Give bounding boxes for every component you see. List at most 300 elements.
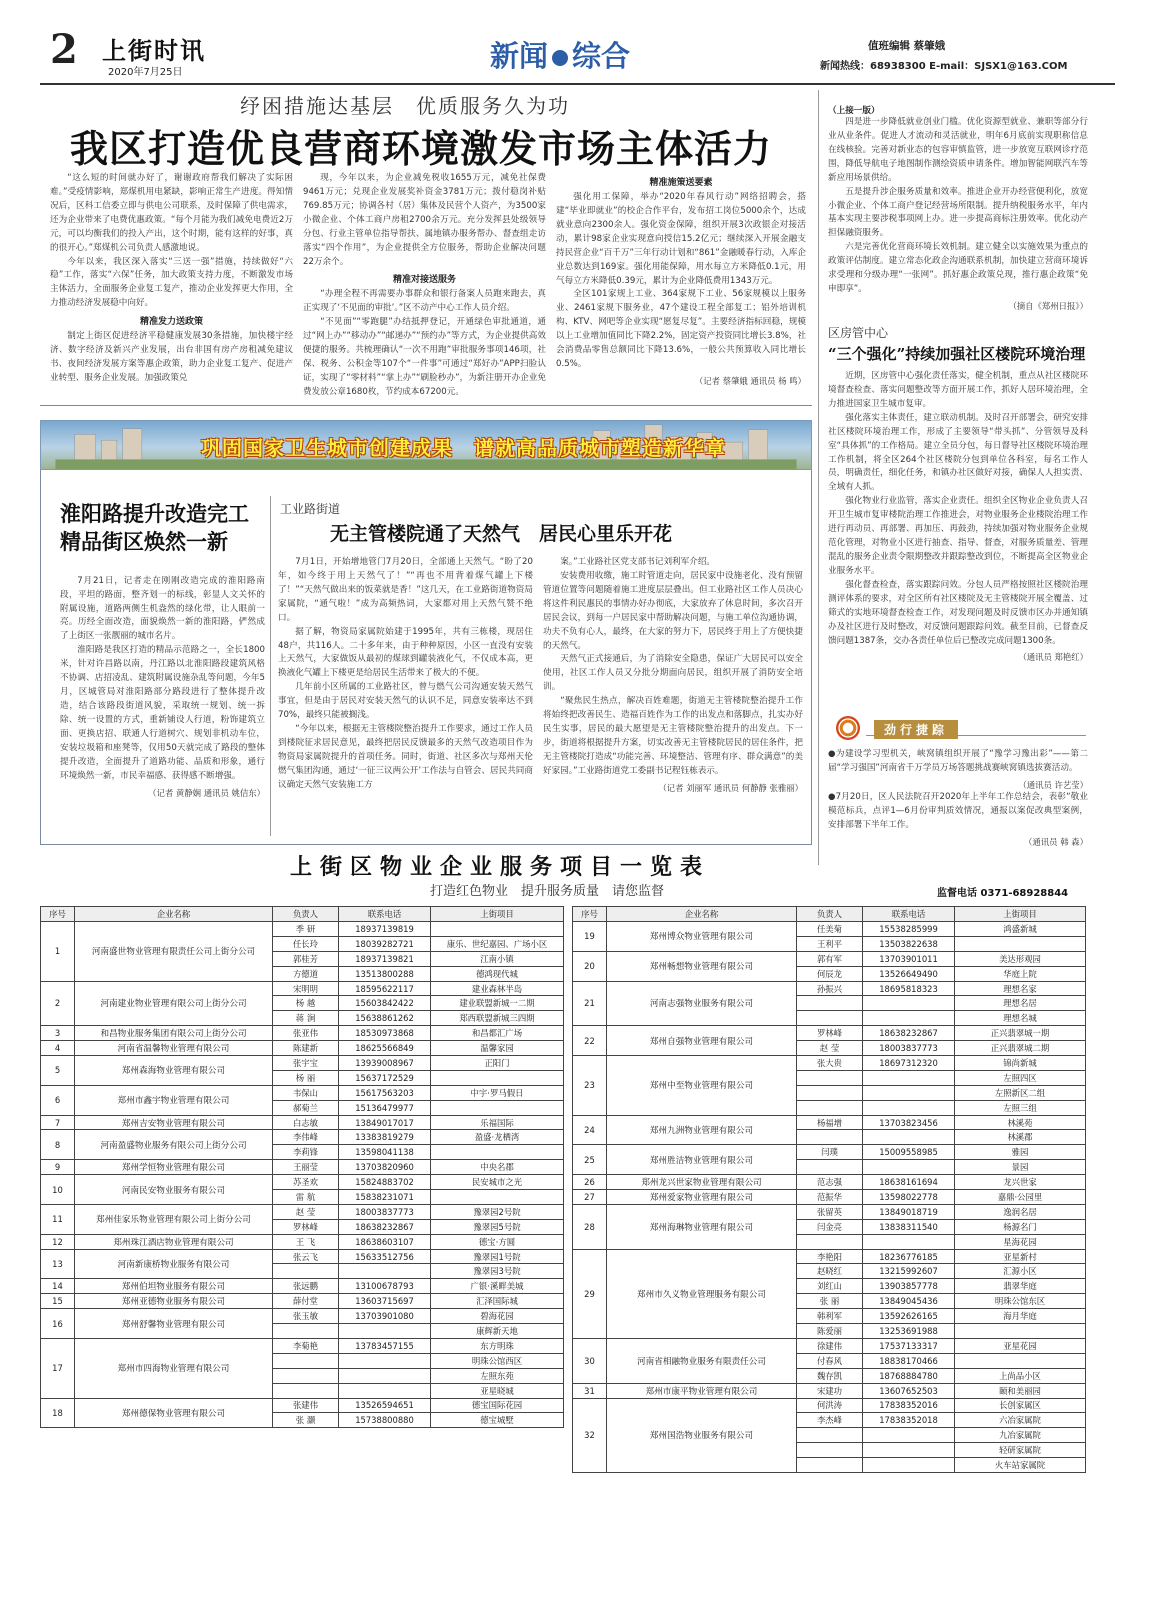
- section-name-b: 综合: [572, 39, 631, 73]
- project-name: 建业森林半岛: [431, 981, 564, 996]
- manager-name: 李杰峰: [797, 1413, 863, 1428]
- project-name: 德宝国际花园: [431, 1398, 564, 1413]
- row-index: 31: [573, 1383, 607, 1398]
- contact-phone: 18838170466: [863, 1353, 955, 1368]
- property-table-right: [572, 906, 1086, 1473]
- lead-c2-paragraphs: [303, 172, 546, 269]
- contact-phone: 13903857778: [863, 1279, 955, 1294]
- manager-name: 闫璞: [797, 1145, 863, 1160]
- contact-phone: 13939008967: [339, 1056, 431, 1071]
- project-name: 中宇·罗马假日: [431, 1085, 564, 1100]
- story3-tag: 工业路街道: [280, 502, 341, 516]
- row-index: 25: [573, 1145, 607, 1175]
- contact-phone: [863, 1443, 955, 1458]
- contact-phone: 13100678793: [339, 1279, 431, 1294]
- project-name: 江南小镇: [431, 951, 564, 966]
- paragraph: 据了解，物资局家属院始建于1995年，共有三栋楼，现居住48户，共116人。二十多年来，由于种种原因，小区一直没有安装上天然气，大家做饭从最初的煤球到罐装液化气，不仅成本高，更换液化气罐上下楼更是给居民生活带来了极大的不便。: [278, 626, 533, 679]
- paragraph: 几年前小区所属的工业路社区，曾与燃气公司沟通安装天然气事宜，但是由于居民对安装天然气的认识不足，同意安装率达不到70%，最终只能被搁浅。: [278, 682, 533, 721]
- housing-paragraphs: [828, 370, 1088, 648]
- manager-name: 李艳阳: [797, 1249, 863, 1264]
- header-index: 序号: [573, 907, 607, 922]
- project-name: 林溪苑: [955, 1115, 1086, 1130]
- manager-name: 付春风: [797, 1353, 863, 1368]
- lead-c1-paragraphs: [50, 172, 293, 311]
- project-name: 正兴翡翠城一期: [955, 1026, 1086, 1041]
- contact-phone: 13703901080: [339, 1309, 431, 1324]
- contact-phone: 13703820960: [339, 1160, 431, 1175]
- manager-name: 罗林峰: [797, 1026, 863, 1041]
- lead-kicker: 纾困措施达基层 优质服务久为功: [240, 94, 570, 118]
- jxjz-briefs: [828, 748, 1088, 848]
- paragraph: 近期，区房管中心强化责任落实，健全机制，重点从社区楼院环境督查检查、落实问题整改等方面开展工作，抓好人居环境治理，全力推进国家卫生城市复审。: [828, 371, 1088, 409]
- row-index: 14: [41, 1279, 75, 1294]
- manager-name: 韩利军: [797, 1309, 863, 1324]
- paragraph: 7月1日，开始增地管门7月20日，全部通上天然气。“盼了20年，如今终于用上天然气了！”“再也不用背着煤气罐上下楼了！”“天然气做出来的饭菜就是香！”这几天，在工业路街道物资局家属院，“通气啦！”成为高频热词，大家都对用上天然气赞不绝口。: [278, 557, 533, 623]
- lead-subhead-factors: 精准施策送要素: [649, 178, 713, 188]
- project-name: [431, 1190, 564, 1205]
- contact-phone: 18638603107: [339, 1234, 431, 1249]
- header-project: 上街项目: [431, 907, 564, 922]
- table-row: [41, 1249, 564, 1264]
- contact-phone: 18039282721: [339, 936, 431, 951]
- contact-phone: 18638161694: [863, 1175, 955, 1190]
- contact-phone: 15738800880: [339, 1413, 431, 1428]
- project-name: 上尚品小区: [955, 1368, 1086, 1383]
- lead-column-2: [303, 172, 546, 402]
- contact-phone: [339, 1324, 431, 1339]
- company-name: 郑州佳家乐物业管理有限公司上街分公司: [75, 1204, 273, 1234]
- paragraph: 四是进一步降低就业创业门槛。优化资源型就业、兼职等部分行业从业条件。促进人才流动和灵活就业，明年6月底前实现职称信息在线核验。完善对新业态的包容审慎监管，进一步放宽互联网诊疗范围，降低导航电子地图制作测绘资质申请条件。增加智能网联汽车等新应用场景供给。: [828, 117, 1088, 183]
- contact-phone: [863, 1428, 955, 1443]
- contact-phone: 13598022778: [863, 1190, 955, 1205]
- project-name: 豫翠园1号院: [431, 1249, 564, 1264]
- contact-phone: [863, 1234, 955, 1249]
- hygiene-banner: [40, 420, 812, 470]
- project-name: 温馨家园: [431, 1041, 564, 1056]
- table-row: [41, 981, 564, 996]
- paragraph: 制定上街区促进经济平稳健康发展30条措施，加快楼宇经济、数字经济及新兴产业发展，出台非国有房产房租减免建议书、夜间经济发展方案等惠企政策，助力企业复工复产、促进产业转型、服务企业发展。加强政策兑: [50, 331, 293, 383]
- manager-name: 张云飞: [273, 1249, 339, 1264]
- lead-column-3: [556, 172, 806, 404]
- contact-phone: 15009558985: [863, 1145, 955, 1160]
- contact-phone: 15633512756: [339, 1249, 431, 1264]
- project-name: 明珠公馆西区: [431, 1353, 564, 1368]
- contact-phone: 15603842422: [339, 996, 431, 1011]
- company-name: 郑州市四海物业管理有限公司: [75, 1338, 273, 1398]
- project-name: [955, 1353, 1086, 1368]
- manager-name: 李伟峰: [273, 1130, 339, 1145]
- project-name: 鸿盛新城: [955, 922, 1086, 937]
- row-index: 27: [573, 1190, 607, 1205]
- row-index: 6: [41, 1085, 75, 1115]
- story3-column-1: [278, 556, 533, 841]
- contact-phone: 18003837773: [339, 1204, 431, 1219]
- table-header-row: [573, 907, 1086, 922]
- issue-date: 2020年7月25日: [108, 67, 183, 78]
- project-name: 六冶家属院: [955, 1413, 1086, 1428]
- project-name: 锦尚新城: [955, 1056, 1086, 1071]
- manager-name: [797, 1443, 863, 1458]
- table-row: [573, 1145, 1086, 1160]
- project-name: 轻研家属院: [955, 1443, 1086, 1458]
- table-row: [41, 1130, 564, 1145]
- jxjz-byline-2: （通讯员 韩 森）: [1024, 836, 1088, 847]
- contact-phone: 13783457155: [339, 1338, 431, 1353]
- project-name: 建业联盟新城一二期: [431, 996, 564, 1011]
- jxjz-header: [836, 716, 1086, 740]
- contact-phone: 13849045436: [863, 1294, 955, 1309]
- huaiyang-headline-line2: 精品街区焕然一新: [60, 529, 228, 555]
- manager-name: 薛付堂: [273, 1294, 339, 1309]
- manager-name: 陈建新: [273, 1041, 339, 1056]
- manager-name: 王利平: [797, 936, 863, 951]
- contact-phone: 13526649490: [863, 966, 955, 981]
- header-index: 序号: [41, 907, 75, 922]
- company-name: 郑州胜洁物业管理有限公司: [607, 1145, 797, 1175]
- section-name-a: 新闻: [490, 39, 549, 73]
- table-row: [573, 1056, 1086, 1071]
- manager-name: 苏圣欢: [273, 1175, 339, 1190]
- contact-phone: 18625566849: [339, 1041, 431, 1056]
- manager-name: 白志敏: [273, 1115, 339, 1130]
- company-name: 河南盛世物业管理有限责任公司上街分公司: [75, 922, 273, 982]
- property-table-left: [40, 906, 564, 1428]
- row-index: 7: [41, 1115, 75, 1130]
- contact-phone: 18768884780: [863, 1368, 955, 1383]
- project-name: [431, 1070, 564, 1085]
- project-name: 理想名城: [955, 1011, 1086, 1026]
- table-row: [41, 1175, 564, 1190]
- company-name: 郑州畅想物业管理有限公司: [607, 951, 797, 981]
- company-name: 郑州亚德物业服务有限公司: [75, 1294, 273, 1309]
- contact-phone: 13703823456: [863, 1115, 955, 1130]
- lead-subhead-service: 精准对接送服务: [392, 275, 456, 286]
- project-name: 华庭上院: [955, 966, 1086, 981]
- jxjz-brief-2: ●7月20日，区人民法院召开2020年上半年工作总结会，表彰“敬业模范标兵，点评1—6月份审判质效情况，通报以案促改典型案例，安排部署下半年工作。: [828, 791, 1088, 830]
- table-subtitle: 打造红色物业 提升服务质量 请您监督: [430, 884, 665, 899]
- paragraph: “不见面”“零跑腿”办结抵押登记，开通绿色审批通道，通过“网上办”“移动办”“邮递办”“预约办”等方式，为企业提供高效便捷的服务。共梳理确认“一次不用跑”审批服务事项146项，社保、税务、公积金等107个“一件事”可通过“郑好办”APP扫脸认证，实现了“零材料”“掌上办”“刷脸秒办”，为新注册开办企业免费发放公章1680枚，节约成本67200元。: [303, 317, 546, 397]
- table-row: [573, 981, 1086, 996]
- contact-phone: 15637172529: [339, 1070, 431, 1085]
- manager-name: 方德道: [273, 966, 339, 981]
- manager-name: 徐建伟: [797, 1338, 863, 1353]
- contact-phone: 17537133317: [863, 1338, 955, 1353]
- contact-phone: [339, 1353, 431, 1368]
- paragraph: 安装费用收缴，施工时管道走向，居民家中设施老化、没有预留管道位置等问题随着施工进度层层叠出。但工业路社区工作人员决心将这件利民惠民的事情办好办彻底，大家放弃了休息时间，多次召开居民会议，到每一户居民家中帮助解决问题，与施工单位沟通协调，功夫不负有心人，最终，在大家的努力下，居民终于用上了方便快捷的天然气。: [543, 570, 803, 651]
- contact-phone: 13513800288: [339, 966, 431, 981]
- table-row: [41, 1234, 564, 1249]
- company-name: 郑州海琳物业管理有限公司: [607, 1204, 797, 1249]
- company-name: 郑州珠江酒店物业管理有限公司: [75, 1234, 273, 1249]
- contact-phone: 18595622117: [339, 981, 431, 996]
- housing-article: [828, 318, 1088, 710]
- row-index: 20: [573, 951, 607, 981]
- project-name: 乐福国际: [431, 1115, 564, 1130]
- manager-name: 任长玲: [273, 936, 339, 951]
- paragraph: 淮阳路是我区打造的精品示范路之一，全长1800米，针对许昌路以南，丹江路以北淮阳路段建筑风格不协调、店招凌乱、建筑附属设施杂乱等问题，今年5月，区城管局对淮阳路部分路段进行了整体提升改造，结合该路段街道风貌，采取统一规划、统一拆除、统一设置的方式，重新铺设人行道，粉饰建筑立面、更换店招、联通人行道树穴、规划非机动车位，安装垃圾箱和座凳等，仅用50天就完成了路段的整体提升改造，全面提升了道路功能、品质和形象，通行环境焕然一新，市民幸福感、获得感不断增强。: [60, 645, 265, 781]
- manager-name: 闫金亮: [797, 1219, 863, 1234]
- project-name: 林溪郡: [955, 1130, 1086, 1145]
- manager-name: 杨 越: [273, 996, 339, 1011]
- contact-phone: 15617563203: [339, 1085, 431, 1100]
- row-index: 30: [573, 1338, 607, 1383]
- contact-phone: 15136479977: [339, 1100, 431, 1115]
- company-name: 郑州龙兴世家物业管理有限公司: [607, 1175, 797, 1190]
- lead-c1b-paragraphs: [50, 330, 293, 386]
- table-row: [41, 1279, 564, 1294]
- contact-phone: 15538285999: [863, 922, 955, 937]
- company-name: 郑州中至物业管理有限公司: [607, 1056, 797, 1116]
- manager-name: [273, 1324, 339, 1339]
- contact-phone: 13607652503: [863, 1383, 955, 1398]
- company-name: 河南新康桥物业服务有限公司: [75, 1249, 273, 1279]
- manager-name: 李莉锋: [273, 1145, 339, 1160]
- project-name: [431, 1100, 564, 1115]
- lead-column-1: [50, 172, 293, 402]
- table-row: [573, 1026, 1086, 1041]
- project-name: 亚星晓城: [431, 1383, 564, 1398]
- company-name: 郑州市鑫宇物业管理有限公司: [75, 1085, 273, 1115]
- right-column-rule: [818, 90, 819, 865]
- paragraph: 六是完善优化营商环境长效机制。建立健全以实施效果为重点的政策评估制度。建立常态化政企沟通联系机制，加快建立营商环境诉求受理和分级办理“一张网”。抓好惠企政策兑现，推行惠企政策“免申即享”。: [828, 242, 1088, 295]
- paper-name: 上街时讯: [102, 36, 206, 65]
- manager-name: [797, 1458, 863, 1473]
- project-name: 郑西联盟新城三四期: [431, 1011, 564, 1026]
- contact-phone: 18530973868: [339, 1026, 431, 1041]
- manager-name: 宋明明: [273, 981, 339, 996]
- project-name: [431, 1145, 564, 1160]
- huaiyang-headline-line1: 淮阳路提升改造完工: [60, 501, 249, 526]
- contact-phone: 18638232867: [863, 1026, 955, 1041]
- company-name: 河南民安物业服务有限公司: [75, 1175, 273, 1205]
- header-company: 企业名称: [75, 907, 273, 922]
- manager-name: 张大贵: [797, 1056, 863, 1071]
- contact-phone: 13526594651: [339, 1398, 431, 1413]
- project-name: 左照东苑: [431, 1368, 564, 1383]
- company-name: 郑州博众物业管理有限公司: [607, 922, 797, 952]
- jxjz-title: 劲行捷踪: [874, 720, 958, 739]
- project-name: [955, 936, 1086, 951]
- contact-phone: 18695818323: [863, 981, 955, 996]
- row-index: 29: [573, 1249, 607, 1338]
- project-name: 豫翠园2号院: [431, 1204, 564, 1219]
- contact-phone: 18638232867: [339, 1219, 431, 1234]
- huaiyang-road-article: [60, 500, 265, 840]
- table-row: [573, 951, 1086, 966]
- manager-name: 范振华: [797, 1190, 863, 1205]
- paragraph: “办理全程不再需要办事群众和银行备案人员跑来跑去，真正实现了‘不见面的审批’。”区不动产中心工作人员介绍。: [303, 289, 546, 314]
- table-row: [41, 1056, 564, 1071]
- paragraph: 天然气正式接通后，为了消除安全隐患，保证广大居民可以安全使用，社区工作人员又分批分期面向居民，组织开展了消防安全培训。: [543, 654, 803, 693]
- contact-phone: 13849018719: [863, 1204, 955, 1219]
- paragraph: 现，今年以来，为企业减免税收1655万元，减免社保费9461万元；兑现企业发展奖补资金3781万元；拨付稳岗补贴769.85万元；协调各村（居）集体及民营个人资产，为3500家小微企业、个体工商户房租2700余万元。充分发挥县处级领导分包、行业主管单位指导帮扶、属地镇办服务帮办、督查组走访落实“四个作用”，为企业提供全方位服务，帮助企业解决问题22万余个。: [303, 173, 546, 267]
- project-name: 康辉新天地: [431, 1324, 564, 1339]
- lead-c2b-paragraphs: [303, 288, 546, 399]
- row-index: 3: [41, 1026, 75, 1041]
- table-header-row: [41, 907, 564, 922]
- table-row: [41, 1398, 564, 1413]
- manager-name: [797, 996, 863, 1011]
- lead-headline: 我区打造优良营商环境激发市场主体活力: [70, 126, 773, 171]
- project-name: 亚星花园: [955, 1338, 1086, 1353]
- row-index: 18: [41, 1398, 75, 1428]
- project-name: 康乐、世纪嘉园、广场小区: [431, 936, 564, 951]
- jxjz-byline-1: （通讯员 许艺莹）: [1018, 779, 1088, 790]
- manager-name: [273, 1368, 339, 1383]
- contact-phone: [863, 1070, 955, 1085]
- manager-name: [797, 1160, 863, 1175]
- company-name: 郑州九洲物业管理有限公司: [607, 1115, 797, 1145]
- manager-name: 赵晓红: [797, 1264, 863, 1279]
- right-r1-source: （摘自《郑州日报》）: [1008, 300, 1088, 311]
- project-name: 左照四区: [955, 1070, 1086, 1085]
- contact-phone: 18003837773: [863, 1041, 955, 1056]
- project-name: 正兴翡翠城二期: [955, 1041, 1086, 1056]
- header-company: 企业名称: [607, 907, 797, 922]
- manager-name: [797, 1130, 863, 1145]
- paragraph: 强化落实主体责任，建立联动机制。及时召开部署会，研究安排社区楼院环境治理工作，形成了主要领导“带头抓”、分管领导及科室“具体抓”的工作格局。建立全员分包，每日督导社区楼院环境治理工作机制，将全区264个社区楼院分包到单位各科室，每名工作人员，明确责任，细化任务，和镇办社区做好对接，确保人人担实责、全域有人抓。: [828, 412, 1088, 493]
- paragraph: 强化物业行业监管，落实企业责任。组织全区物业企业负责人召开卫生城市复审楼院治理工作推进会，对物业服务企业楼院治理工作进行再动员、再部署、再加压、再鼓劲，持续加强对物业服务企业规范化管理，对物业小区进行抽查、指导、督查，对服务质量差、管理混乱的服务企业责令限期整改并跟踪整改到位，不断提高全区物业企业服务水平。: [828, 496, 1088, 576]
- contact-phone: 13603715697: [339, 1294, 431, 1309]
- huaiyang-byline: （记者 黄静娴 通讯员 姚佶东）: [148, 787, 265, 798]
- row-index: 19: [573, 922, 607, 952]
- paragraph: 案。”工业路社区党支部书记刘利军介绍。: [560, 557, 716, 567]
- project-name: 亚星新村: [955, 1249, 1086, 1264]
- table-row: [573, 1190, 1086, 1205]
- manager-name: 孙振兴: [797, 981, 863, 996]
- table-row: [41, 1085, 564, 1100]
- row-index: 5: [41, 1056, 75, 1086]
- contact-phone: [863, 1085, 955, 1100]
- contact-phone: 15838231071: [339, 1190, 431, 1205]
- project-name: 汇泽国际城: [431, 1294, 564, 1309]
- project-name: 美达形观园: [955, 951, 1086, 966]
- row-index: 12: [41, 1234, 75, 1249]
- manager-name: 王 飞: [273, 1234, 339, 1249]
- paragraph: 强化用工保障，举办“2020年春风行动”网络招聘会，搭建“毕业即就业”的校企合作平台，发布招工岗位5000余个，达成就业意向2300余人。强化资金保障，组织开展3次政银企对接活动，累计98家企业实现意向授信15.2亿元；继续深入开展金融支持民营企业“百千万”三年行动计划和“861”金融暖春行动，入库企业总数达到169家。强化用能保障，用水每立方米降低0.1元，用气每立方米降低0.39元，累计为企业降低费用1343万元。: [556, 192, 806, 286]
- row-index: 4: [41, 1041, 75, 1056]
- project-name: 和昌都汇广场: [431, 1026, 564, 1041]
- project-name: 星海花园: [955, 1234, 1086, 1249]
- contact-phone: 15824883702: [339, 1175, 431, 1190]
- project-name: 翡翠华庭: [955, 1279, 1086, 1294]
- table-row: [573, 1398, 1086, 1413]
- row-index: 1: [41, 922, 75, 982]
- contact-phone: 13849017017: [339, 1115, 431, 1130]
- project-name: 九冶家属院: [955, 1428, 1086, 1443]
- paragraph: “这么短的时间就办好了，谢谢政府帮我们解决了实际困难。”受疫情影响，郑煤机用电紧缺，影响正常生产进度。得知情况后，区科工信委立即与供电公司联系，及时保障了供电需求，还为企业带来了电费优惠政策。“每个月能为我们减免电费近2万元，可以均衡我们的投入产出，这个时期，能有这样的好事，真的很开心。”郑煤机公司负责人感激地说。: [50, 173, 293, 253]
- huaiyang-paragraphs: [60, 575, 265, 784]
- table-row: [41, 1294, 564, 1309]
- paragraph: 全区101家规上工业、364家规下工业、56家规模以上服务业、2461家规下服务业，47个建设工程全部复工；铝外培训机构、KTV、网吧等企业实现“愿复尽复”。主要经济指标回稳，规模以上工业增加值同比下降2.2%，固定资产投资同比增长3.8%，社会消费品零售总额同比下降13.6%，一般公共预算收入同比增长0.5%。: [556, 289, 806, 370]
- paragraph: 强化督查检查，落实跟踪问效。分包人员严格按照社区楼院治理测评体系的要求，对全区所有社区楼院及无主管楼院开展全覆盖、过筛式的实地环境督查检查工作，对发现问题及时反馈市区办并通知镇办及社区进行及时整改，对反馈问题跟踪问效。截至目前，已督查反馈问题1387条，交办各责任单位后已整改完成问题1300条。: [828, 579, 1088, 646]
- table-body-left: [41, 922, 564, 1428]
- contact-phone: 13703901011: [863, 951, 955, 966]
- manager-name: [273, 1383, 339, 1398]
- contact-phone: 18937139819: [339, 922, 431, 937]
- manager-name: [797, 1070, 863, 1085]
- project-name: 雅园: [955, 1145, 1086, 1160]
- row-index: 22: [573, 1026, 607, 1056]
- contact-phone: [339, 1383, 431, 1398]
- project-name: 正阳门: [431, 1056, 564, 1071]
- table-row: [41, 1041, 564, 1056]
- lead-bottom-rule: [40, 405, 812, 406]
- jxjz-logo-icon: [836, 716, 860, 740]
- project-name: 理想名家: [955, 981, 1086, 996]
- supervision-phone: 监督电话 0371-68928844: [937, 888, 1069, 899]
- contact-phone: 18236776185: [863, 1249, 955, 1264]
- contact-phone: [339, 1264, 431, 1279]
- banner-slogan: 巩固国家卫生城市创建成果 谱就高品质城市塑造新华章: [201, 436, 726, 460]
- table-body-right: [573, 922, 1086, 1473]
- paragraph: “聚焦民生热点，解决百姓难题，街道无主管楼院整治提升工作将始终把改善民生、造福百姓作为工作的出发点和落脚点，扎实办好民生实事，居民的最大愿望是无主管楼院整治提升的出发点。下一步，街道将根据提升方案，切实改善无主管楼院居民的居住条件，把无主管楼院打造成“功能完善、环境整洁、管理有序、群众满意”的美好家园。”工业路街道党工委副书记程钰栋表示。: [543, 696, 803, 776]
- contact-phone: 17838352018: [863, 1413, 955, 1428]
- paragraph: 今年以来，我区深入落实“三送一强”措施，持续做好“六稳”工作，落实“六保”任务，加大政策支持力度，不断激发市场主体活力，全面服务企业复工复产，推动企业发挥更大作用，全力推动经济发展稳中向好。: [50, 256, 293, 309]
- contact-phone: 18937139821: [339, 951, 431, 966]
- manager-name: 季 研: [273, 922, 339, 937]
- header-manager: 负责人: [797, 907, 863, 922]
- project-name: 碧海花园: [431, 1309, 564, 1324]
- lead-subhead-policy: 精准发力送政策: [139, 317, 203, 328]
- table-row: [573, 922, 1086, 937]
- contact-phone: 13503822638: [863, 936, 955, 951]
- jxjz-brief-1: ●为建设学习型机关，峡窝镇组织开展了“豫学习豫出彩”——第二届“学习强国”河南省千万学员万场答题挑战赛峡窝镇选拔赛活动。: [828, 749, 1088, 773]
- project-name: 德宝·方圆: [431, 1234, 564, 1249]
- company-name: 郑州吉安物业管理有限公司: [75, 1115, 273, 1130]
- row-index: 10: [41, 1175, 75, 1205]
- project-name: 火车站家属院: [955, 1458, 1086, 1473]
- header-manager: 负责人: [273, 907, 339, 922]
- manager-name: [797, 1011, 863, 1026]
- project-name: 海月华庭: [955, 1309, 1086, 1324]
- contact-phone: [863, 1458, 955, 1473]
- header-phone: 联系电话: [863, 907, 955, 922]
- contact-phone: 13598041138: [339, 1145, 431, 1160]
- news-hotline: 新闻热线：68938300 E-mail：SJSX1@163.COM: [820, 61, 1068, 72]
- masthead-rule: [40, 83, 1115, 85]
- section-title: [490, 34, 630, 75]
- manager-name: 韦保山: [273, 1085, 339, 1100]
- project-name: 豫翠园3号院: [431, 1264, 564, 1279]
- project-name: 盈盛·龙栖湾: [431, 1130, 564, 1145]
- story3-byline: （记者 刘丽军 通讯员 何静静 张雅丽）: [658, 782, 803, 793]
- row-index: 2: [41, 981, 75, 1026]
- project-name: 杨源名门: [955, 1219, 1086, 1234]
- manager-name: 张宇宝: [273, 1056, 339, 1071]
- manager-name: [797, 1100, 863, 1115]
- company-name: 河南盈盛物业服务有限公司上街分公司: [75, 1130, 273, 1160]
- row-index: 13: [41, 1249, 75, 1279]
- row-index: 24: [573, 1115, 607, 1145]
- manager-name: 郭有军: [797, 951, 863, 966]
- manager-name: 蒋 涧: [273, 1011, 339, 1026]
- contact-phone: 13383819279: [339, 1130, 431, 1145]
- right-continued-article: [828, 104, 1088, 340]
- project-name: 德宝城墅: [431, 1413, 564, 1428]
- project-name: 左照新区二组: [955, 1085, 1086, 1100]
- lead-c3-paragraphs: [556, 191, 806, 372]
- company-name: 郑州爱家物业管理有限公司: [607, 1190, 797, 1205]
- table-row: [573, 1338, 1086, 1353]
- paragraph: 7月21日，记者走在刚刚改造完成的淮阳路南段，平坦的路面，整齐划一的标线，彰显人文关怀的附属设施，道路两侧生机盎然的绿化带，让人眼前一亮。历经全面改造，面貌焕然一新的淮阳路，俨然成了上街区一张靓丽的城市名片。: [60, 575, 265, 642]
- table-row: [573, 1204, 1086, 1219]
- project-name: 嘉鼎·公园里: [955, 1190, 1086, 1205]
- row-index: 9: [41, 1160, 75, 1175]
- contact-phone: [863, 996, 955, 1011]
- company-name: 郑州市康平物业管理有限公司: [607, 1383, 797, 1398]
- housing-byline: （通讯员 郑艳红）: [1018, 652, 1088, 663]
